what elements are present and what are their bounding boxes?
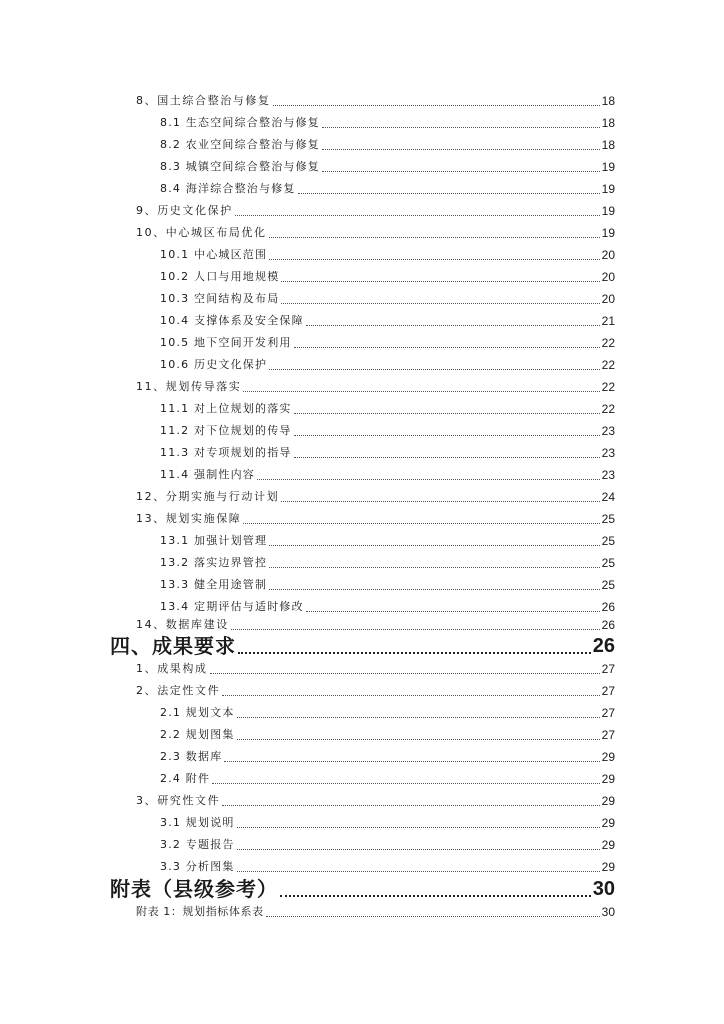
dot-leader [298, 193, 600, 194]
toc-entry-page: 29 [601, 772, 615, 786]
toc-entry-page: 18 [601, 138, 615, 152]
toc-entry[interactable] [136, 203, 615, 219]
dot-leader [322, 171, 600, 172]
toc-entry-page: 22 [601, 380, 615, 394]
toc-entry[interactable] [160, 335, 615, 351]
toc-entry-page: 29 [601, 750, 615, 764]
toc-entry-label: 13、规划实施保障 [136, 512, 242, 525]
toc-entry-page: 25 [601, 512, 615, 526]
toc-entry[interactable] [136, 489, 615, 505]
toc-chapter-page: 30 [592, 878, 615, 900]
toc-entry-label: 8、国土综合整治与修复 [136, 94, 271, 107]
toc-entry-label: 10.1 中心城区范围 [160, 248, 268, 261]
toc-entry[interactable] [160, 137, 615, 153]
toc-entry[interactable] [160, 577, 615, 593]
toc-entry-page: 25 [601, 578, 615, 592]
dot-leader [269, 237, 600, 238]
dot-leader [237, 717, 600, 718]
dot-leader [294, 435, 600, 436]
toc-entry-label: 14、数据库建设 [136, 618, 229, 631]
toc-entry-label: 12、分期实施与行动计划 [136, 490, 280, 503]
toc-entry-label: 8.3 城镇空间综合整治与修复 [160, 160, 320, 173]
toc-entry[interactable] [160, 159, 615, 175]
dot-leader [281, 303, 599, 304]
dot-leader [212, 783, 599, 784]
toc-entry-label: 10.6 历史文化保护 [160, 358, 268, 371]
toc-entry[interactable] [160, 705, 615, 721]
dot-leader [243, 523, 599, 524]
toc-entry-label: 1、成果构成 [136, 662, 208, 675]
toc-entry-label: 3.1 规划说明 [160, 816, 235, 829]
toc-entry[interactable] [160, 815, 615, 831]
toc-entry[interactable] [160, 555, 615, 571]
dot-leader [322, 127, 600, 128]
toc-entry-label: 附表 1：规划指标体系表 [136, 905, 264, 918]
toc-entry-label: 11、规划传导落实 [136, 380, 242, 393]
toc-entry[interactable] [136, 225, 615, 241]
dot-leader [224, 761, 599, 762]
toc-chapter-entry[interactable] [110, 633, 615, 659]
toc-entry-label: 3、研究性文件 [136, 794, 221, 807]
toc-entry[interactable] [136, 683, 615, 699]
dot-leader [269, 567, 599, 568]
dot-leader [235, 215, 600, 216]
toc-entry-page: 24 [601, 490, 615, 504]
toc-entry[interactable] [160, 749, 615, 765]
toc-entry-label: 11.4 强制性内容 [160, 468, 255, 481]
toc-entry[interactable] [160, 247, 615, 263]
toc-entry-label: 10.4 支撑体系及安全保障 [160, 314, 304, 327]
toc-entry-label: 2.3 数据库 [160, 750, 223, 763]
dot-leader [269, 369, 599, 370]
toc-entry-label: 10.2 人口与用地规模 [160, 270, 280, 283]
dot-leader [269, 259, 599, 260]
toc-entry[interactable] [160, 771, 615, 787]
toc-entry-label: 13.2 落实边界管控 [160, 556, 268, 569]
toc-entry-page: 27 [601, 728, 615, 742]
toc-entry-label: 9、历史文化保护 [136, 204, 233, 217]
toc-entry-label: 2.2 规划图集 [160, 728, 235, 741]
toc-entry-page: 19 [601, 204, 615, 218]
toc-entry-label: 2.1 规划文本 [160, 706, 235, 719]
toc-entry[interactable] [136, 511, 615, 527]
toc-entry-page: 23 [601, 446, 615, 460]
toc-entry[interactable] [136, 904, 615, 920]
toc-chapter-label: 四、成果要求 [110, 634, 236, 658]
toc-entry[interactable] [160, 727, 615, 743]
toc-entry-page: 30 [601, 905, 615, 919]
toc-entry-page: 29 [601, 838, 615, 852]
toc-entry-label: 11.1 对上位规划的落实 [160, 402, 292, 415]
toc-entry-label: 8.4 海洋综合整治与修复 [160, 182, 296, 195]
toc-entry-page: 25 [601, 534, 615, 548]
toc-entry[interactable] [160, 401, 615, 417]
dot-leader [280, 895, 591, 897]
toc-entry-page: 20 [601, 248, 615, 262]
toc-entry[interactable] [160, 423, 615, 439]
dot-leader [266, 916, 600, 917]
toc-entry-page: 20 [601, 270, 615, 284]
toc-entry-page: 18 [601, 94, 615, 108]
toc-entry-page: 20 [601, 292, 615, 306]
toc-entry[interactable] [136, 661, 615, 677]
toc-entry[interactable] [136, 93, 615, 109]
toc-entry-page: 23 [601, 424, 615, 438]
toc-entry[interactable] [160, 533, 615, 549]
toc-chapter-page: 26 [592, 635, 615, 657]
toc-entry-label: 8.2 农业空间综合整治与修复 [160, 138, 320, 151]
toc-entry-page: 21 [601, 314, 615, 328]
toc-entry[interactable] [160, 291, 615, 307]
dot-leader [231, 629, 600, 630]
toc-entry-label: 10.3 空间结构及布局 [160, 292, 280, 305]
toc-entry-page: 19 [601, 226, 615, 240]
dot-leader [294, 457, 600, 458]
dot-leader [257, 479, 600, 480]
dot-leader [238, 652, 591, 654]
dot-leader [294, 413, 600, 414]
toc-entry[interactable] [160, 313, 615, 329]
dot-leader [322, 149, 600, 150]
toc-entry-label: 3.2 专题报告 [160, 838, 235, 851]
toc-entry[interactable] [136, 379, 615, 395]
dot-leader [210, 673, 600, 674]
dot-leader [306, 325, 600, 326]
toc-entry-page: 19 [601, 160, 615, 174]
toc-entry[interactable] [136, 617, 615, 633]
toc-entry-page: 19 [601, 182, 615, 196]
toc-entry-page: 22 [601, 402, 615, 416]
toc-entry-label: 11.2 对下位规划的传导 [160, 424, 292, 437]
toc-entry-label: 11.3 对专项规划的指导 [160, 446, 292, 459]
toc-entry[interactable] [160, 467, 615, 483]
toc-entry-label: 10.5 地下空间开发利用 [160, 336, 292, 349]
toc-entry-label: 13.1 加强计划管理 [160, 534, 268, 547]
dot-leader [281, 281, 599, 282]
dot-leader [237, 827, 600, 828]
dot-leader [237, 849, 600, 850]
dot-leader [281, 501, 599, 502]
toc-entry-page: 25 [601, 556, 615, 570]
dot-leader [294, 347, 600, 348]
dot-leader [243, 391, 599, 392]
toc-entry[interactable] [160, 599, 615, 615]
dot-leader [222, 805, 599, 806]
dot-leader [269, 545, 599, 546]
toc-entry[interactable] [160, 357, 615, 373]
toc-entry-page: 22 [601, 358, 615, 372]
toc-entry-page: 29 [601, 794, 615, 808]
dot-leader [306, 611, 600, 612]
toc-entry[interactable] [160, 837, 615, 853]
toc-entry[interactable] [136, 793, 615, 809]
dot-leader [237, 871, 600, 872]
toc-chapter-label: 附表（县级参考） [110, 877, 278, 901]
dot-leader [237, 739, 600, 740]
toc-entry-page: 26 [601, 618, 615, 632]
toc-entry-page: 27 [601, 684, 615, 698]
toc-entry-page: 27 [601, 706, 615, 720]
dot-leader [222, 695, 599, 696]
toc-entry-page: 18 [601, 116, 615, 130]
toc-entry-page: 22 [601, 336, 615, 350]
toc-entry-page: 29 [601, 860, 615, 874]
toc-entry[interactable] [160, 269, 615, 285]
toc-entry-page: 26 [601, 600, 615, 614]
toc-entry[interactable] [160, 445, 615, 461]
toc-entry-label: 13.3 健全用途管制 [160, 578, 268, 591]
toc-entry[interactable] [160, 859, 615, 875]
toc-entry-label: 10、中心城区布局优化 [136, 226, 267, 239]
toc-entry[interactable] [160, 181, 615, 197]
dot-leader [273, 105, 600, 106]
toc-entry-label: 2.4 附件 [160, 772, 211, 785]
toc-entry-label: 8.1 生态空间综合整治与修复 [160, 116, 320, 129]
toc-entry-page: 23 [601, 468, 615, 482]
toc-entry-page: 27 [601, 662, 615, 676]
toc-entry-label: 3.3 分析图集 [160, 860, 235, 873]
toc-entry[interactable] [160, 115, 615, 131]
toc-entry-label: 2、法定性文件 [136, 684, 221, 697]
toc-entry-label: 13.4 定期评估与适时修改 [160, 600, 304, 613]
toc-entry-page: 29 [601, 816, 615, 830]
toc-chapter-entry[interactable] [110, 876, 615, 902]
dot-leader [269, 589, 599, 590]
